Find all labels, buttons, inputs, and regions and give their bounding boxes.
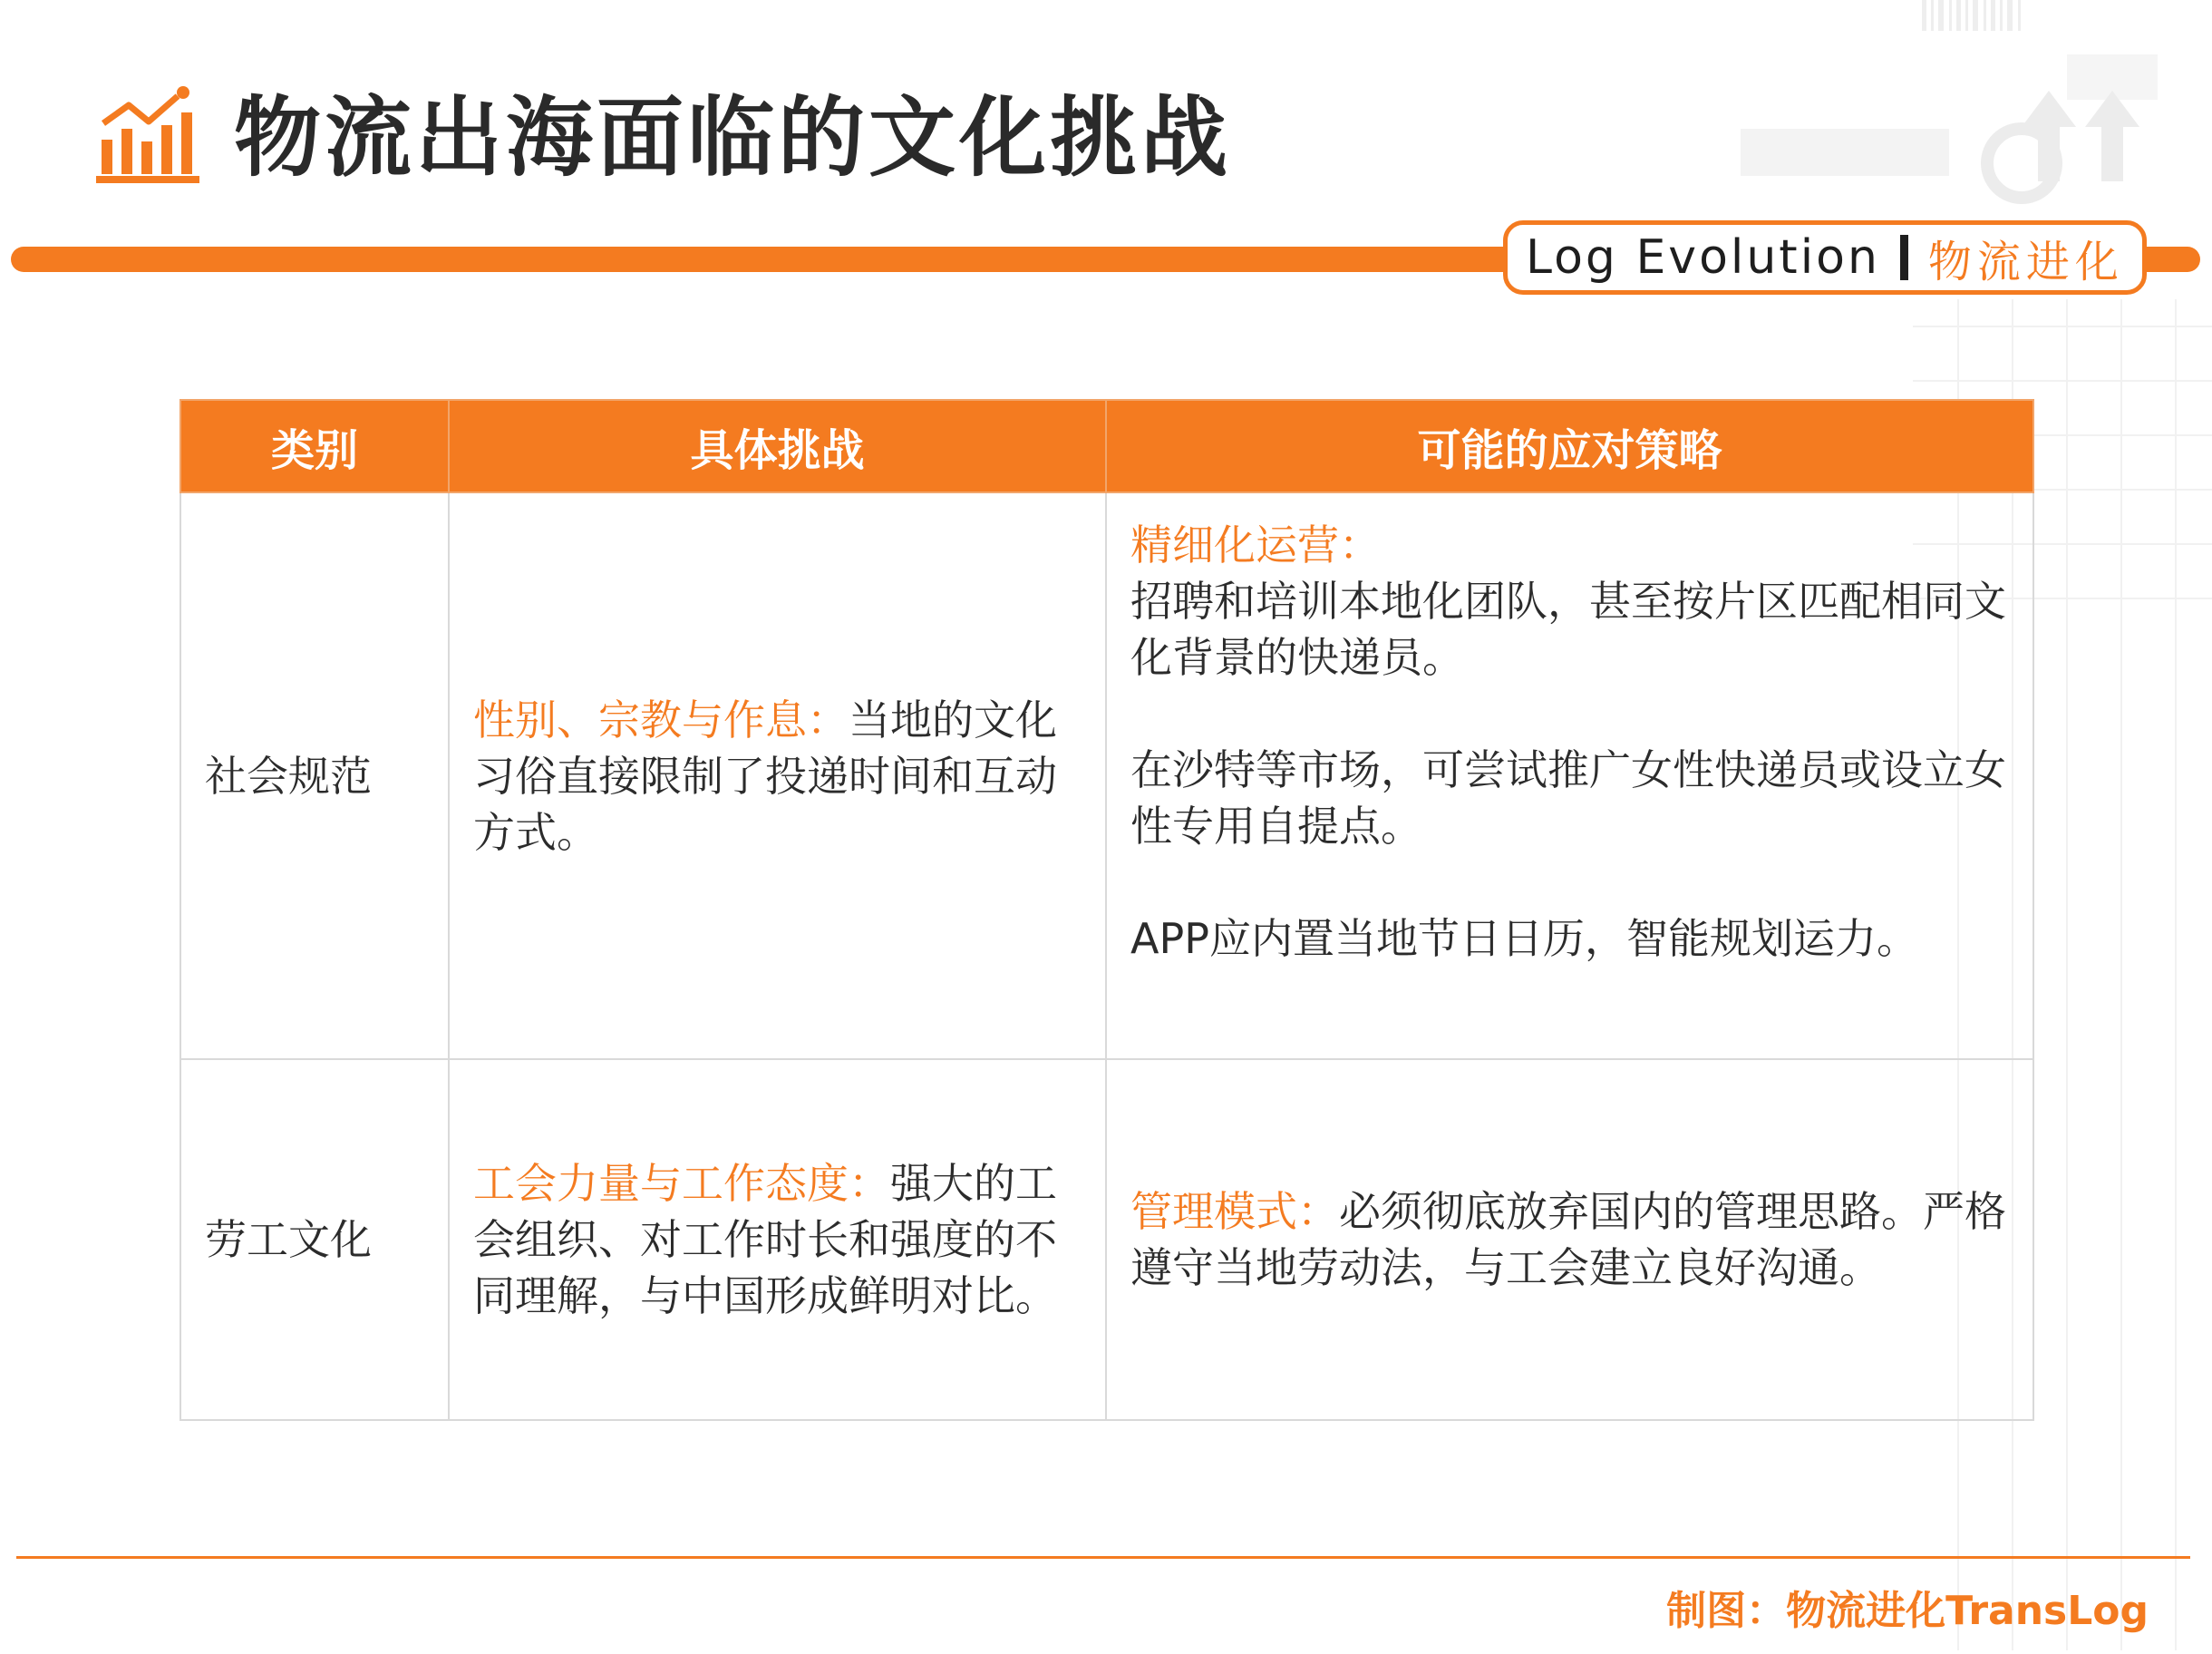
category-cell: 社会规范 [180, 492, 449, 1059]
challenge-cell [449, 492, 1106, 1059]
footer-divider [16, 1556, 2190, 1559]
strategy-line: 招聘和培训本地化团队，甚至按片区匹配相同文化背景的快递员。 [1130, 576, 2006, 682]
brand-name-en: Log Evolution [1526, 230, 1880, 285]
brand-separator [1900, 235, 1908, 280]
challenge-cell [449, 1059, 1106, 1420]
brand-badge [1503, 220, 2147, 295]
challenge-table [179, 399, 2034, 1421]
strategy-highlight: 精细化运营： [1130, 520, 1381, 569]
table-row [180, 492, 2033, 1059]
strategy-cell [1106, 1059, 2033, 1420]
strategy-text: 必须彻底放弃国内的管理思路。严格遵守当地劳动法，与工会建立良好沟通。 [1130, 1187, 2006, 1292]
header-strategy: 可能的应对策略 [1106, 400, 2033, 492]
header-challenge: 具体挑战 [449, 400, 1106, 492]
page-title: 物流出海面临的文化挑战 [234, 87, 1231, 189]
header-category: 类别 [180, 400, 449, 492]
strategy-cell [1106, 492, 2033, 1059]
challenge-text: 强大的工会组织、对工作时长和强度的不同理解，与中国形成鲜明对比。 [473, 1159, 1057, 1320]
footer-credit: 制图：物流进化TransLog [1666, 1588, 2149, 1634]
challenge-text: 当地的文化习俗直接限制了投递时间和互动方式。 [473, 695, 1057, 857]
table-row [180, 1059, 2033, 1420]
category-cell: 劳工文化 [180, 1059, 449, 1420]
strategy-line: 在沙特等市场，可尝试推广女性快递员或设立女性专用自提点。 [1130, 744, 2006, 851]
brand-name-cn: 物流进化 [1927, 236, 2124, 287]
bar-chart-trend-icon [94, 85, 203, 185]
strategy-highlight: 管理模式： [1130, 1187, 1339, 1236]
table-header-row [180, 400, 2033, 492]
challenge-highlight: 工会力量与工作态度： [473, 1159, 890, 1208]
strategy-line: APP应内置当地节日日历，智能规划运力。 [1130, 913, 1918, 963]
challenge-highlight: 性别、宗教与作息： [473, 695, 849, 744]
